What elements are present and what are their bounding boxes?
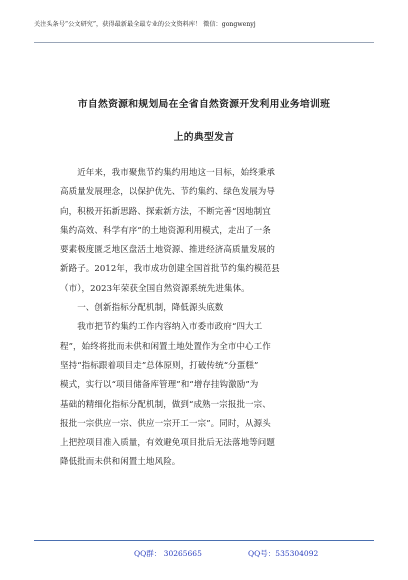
- header-divider: [34, 42, 374, 43]
- document-title-line-2: 上的典型发言: [173, 132, 235, 143]
- body-line: 上把控项目准入质量，有效避免项目批后无法落地等问题: [60, 438, 276, 449]
- body-line: 降低批而未供和闲置土地风险。: [60, 457, 181, 468]
- body-line: 程”，始终将批而未供和闲置土地处置作为全市中心工作: [60, 341, 271, 352]
- section-heading: 一、创新指标分配机制，降低源头底数: [60, 303, 224, 314]
- body-line: 模式，实行以“项目储备库管理”和“增存挂钩激励”为: [60, 380, 259, 391]
- body-line: 向，积极开拓新思路、探索新方法，不断完善“因地制宜: [60, 206, 271, 217]
- footer-divider: [34, 540, 374, 541]
- header-banner: 关注头条号“公文研究”，获得最新最全最专业的公文资料库！ 微信：gongwenyj: [34, 21, 256, 28]
- document-body: [60, 164, 356, 473]
- footer: [34, 546, 374, 562]
- body-line: 高质量发展理念，以保护优先、节约集约、绿色发展为导: [60, 187, 276, 198]
- body-line: 近年来，我市聚焦节约集约用地这一目标，始终秉承: [60, 168, 276, 178]
- body-line: 我市把节约集约工作内容纳入市委市政府“四大工: [60, 322, 263, 333]
- body-line: 要素极度匮乏地区盘活土地资源、推进经济高质量发展的: [60, 245, 276, 256]
- footer-qq-group: QQ群： 30265665: [134, 549, 202, 558]
- body-line: 集约高效、科学有序”的土地资源利用模式，走出了一条: [60, 225, 271, 236]
- body-line: 报批一宗供应一宗、供应一宗开工一宗”。同时，从源头: [60, 418, 271, 429]
- body-line: 坚持“指标跟着项目走”总体原则，打破传统“分蛋糕”: [60, 360, 259, 371]
- document-title-line-1: 市自然资源和规划局在全省自然资源开发利用业务培训班: [77, 99, 331, 110]
- body-line: 新路子。2012年，我市成功创建全国首批节约集约模范县: [60, 264, 280, 275]
- body-line: （市），2023年荣获全国自然资源系统先进集体。: [60, 283, 250, 294]
- footer-qq-number: QQ号：535304092: [248, 549, 319, 558]
- body-line: 基础的精细化指标分配机制，做到“成熟一宗报批一宗、: [60, 399, 271, 410]
